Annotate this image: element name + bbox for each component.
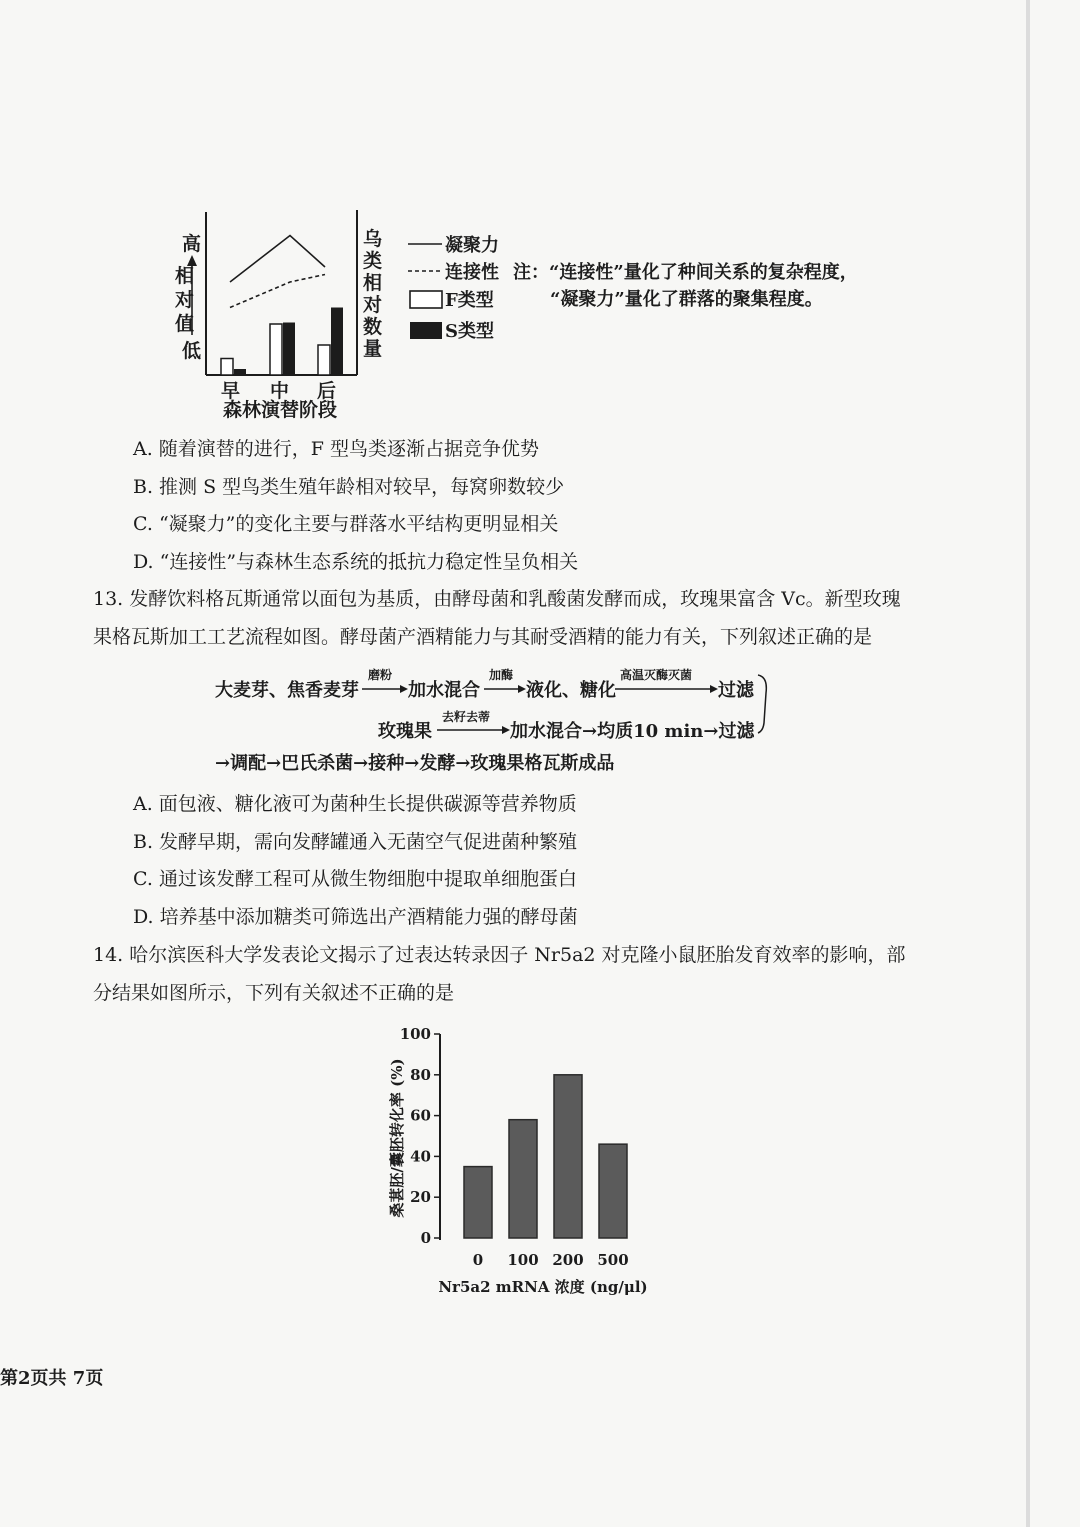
y-axis-label: 相 对 值: [175, 265, 195, 335]
y-tick-label: 100: [399, 1025, 431, 1043]
y-low-label: 低: [182, 340, 202, 362]
legend-connectivity-label: 连接性: [445, 262, 499, 283]
stage-label-early: 早: [221, 380, 241, 402]
y-tick-label: 20: [410, 1188, 431, 1207]
y-tick-label: 0: [420, 1229, 431, 1247]
q13-option-a: A. 面包液、糖化液可为菌种生长提供碳源等营养物质: [133, 793, 577, 815]
q13-stem-line-1: 13. 发酵饮料格瓦斯通常以面包为基质，由酵母菌和乳酸菌发酵而成，玫瑰果富含 Vc。新型玫瑰: [93, 588, 901, 610]
f-type-bar: [221, 359, 233, 376]
q13-option-b: B. 发酵早期，需向发酵罐通入无菌空气促进菌种繁殖: [133, 831, 578, 853]
x-tick-label: 200: [552, 1251, 584, 1269]
note-line-1: 注：“连接性”量化了种间关系的复杂程度，: [513, 262, 858, 283]
y-high-label: 高: [182, 233, 202, 255]
fig12-marks: [221, 236, 343, 376]
q13-option-c: C. 通过该发酵工程可从微生物细胞中提取单细胞蛋白: [133, 868, 577, 890]
f-type-bar: [270, 324, 282, 375]
y-tick-label: 80: [410, 1065, 431, 1084]
flow-bracket: [758, 675, 766, 733]
process-flow-diagram: [210, 665, 780, 777]
right-axis-label: 乌类相对数量: [363, 228, 383, 360]
s-type-bar: [283, 323, 295, 376]
flow-row2-start: 玫瑰果: [378, 721, 432, 742]
nr5a2-y-axis-label: 桑葚胚/囊胚转化率 (%): [388, 1058, 406, 1218]
q12-option-d: D. “连接性”与森林生态系统的抵抗力稳定性呈负相关: [133, 551, 579, 573]
nr5a2-x-axis-label: Nr5a2 mRNA 浓度 (ng/μl): [438, 1278, 648, 1296]
q14-stem-line-2: 分结果如图所示，下列有关叙述不正确的是: [93, 982, 455, 1004]
connectivity-line: [230, 275, 325, 308]
q13-stem-line-2: 果格瓦斯加工工艺流程如图。酵母菌产酒精能力与其耐受酒精的能力有关，下列叙述正确的是: [93, 626, 873, 648]
legend-f-label: F类型: [445, 290, 494, 311]
conversion-rate-bar: [464, 1167, 492, 1238]
stage-label-late: 后: [317, 380, 337, 402]
flow-row2-end: 加水混合→均质10 min→过滤: [510, 721, 755, 742]
flow-arrow3-head: [710, 685, 718, 693]
stage-label-mid: 中: [270, 380, 290, 402]
q12-option-c: C. “凝聚力”的变化主要与群落水平结构更明显相关: [133, 513, 559, 535]
flow-arrow2-head: [518, 685, 526, 693]
succession-figure: [160, 200, 880, 425]
cohesion-line: [230, 236, 325, 283]
flow-row1-mid2: 液化、糖化: [526, 680, 616, 701]
legend-f-swatch: [410, 291, 442, 308]
nr5a2-bar-chart: [380, 1020, 660, 1305]
conversion-rate-bar: [599, 1144, 627, 1238]
legend-s-label: S类型: [445, 321, 494, 342]
q12-option-b: B. 推测 S 型鸟类生殖年龄相对较早，每窝卵数较少: [133, 476, 565, 498]
flow-arrow4-head: [502, 726, 510, 734]
x-tick-label: 100: [507, 1251, 539, 1269]
s-type-bar: [234, 369, 246, 375]
x-tick-label: 0: [472, 1251, 484, 1269]
legend-s-swatch: [410, 322, 442, 339]
legend-cohesion-label: 凝聚力: [445, 235, 499, 256]
flow-row1-start: 大麦芽、焦香麦芽: [215, 680, 359, 701]
flow-arrow1-head: [400, 685, 408, 693]
y-tick-label: 60: [410, 1106, 431, 1125]
q13-option-d: D. 培养基中添加糖类可筛选出产酒精能力强的酵母菌: [133, 906, 578, 928]
nr5a2-bars: [464, 1075, 629, 1269]
flow-row3: →调配→巴氏杀菌→接种→发酵→玫瑰果格瓦斯成品: [215, 753, 615, 774]
page-footer: 第2页共 7页: [0, 1368, 104, 1389]
f-type-bar: [318, 345, 330, 375]
flow-row1-end: 过滤: [718, 680, 754, 701]
y-tick-label: 40: [410, 1147, 431, 1166]
flow-arrow1-label: 磨粉: [368, 668, 393, 682]
flow-arrow3-label: 高温灭酶灭菌: [620, 668, 693, 682]
x-axis-label: 森林演替阶段: [223, 399, 338, 421]
conversion-rate-bar: [509, 1120, 537, 1238]
conversion-rate-bar: [554, 1075, 582, 1238]
flow-arrow4-label: 去籽去蒂: [442, 710, 491, 724]
q12-option-a: A. 随着演替的进行，F 型鸟类逐渐占据竞争优势: [133, 438, 540, 460]
flow-row1-mid: 加水混合: [408, 680, 480, 701]
page-edge: [1026, 0, 1030, 1527]
q14-stem-line-1: 14. 哈尔滨医科大学发表论文揭示了过表达转录因子 Nr5a2 对克隆小鼠胚胎发育效率的影响，部: [93, 944, 906, 966]
flow-arrow2-label: 加酶: [489, 668, 514, 682]
x-tick-label: 500: [597, 1251, 629, 1269]
s-type-bar: [331, 308, 343, 376]
note-line-2: “凝聚力”量化了群落的聚集程度。: [550, 289, 823, 310]
